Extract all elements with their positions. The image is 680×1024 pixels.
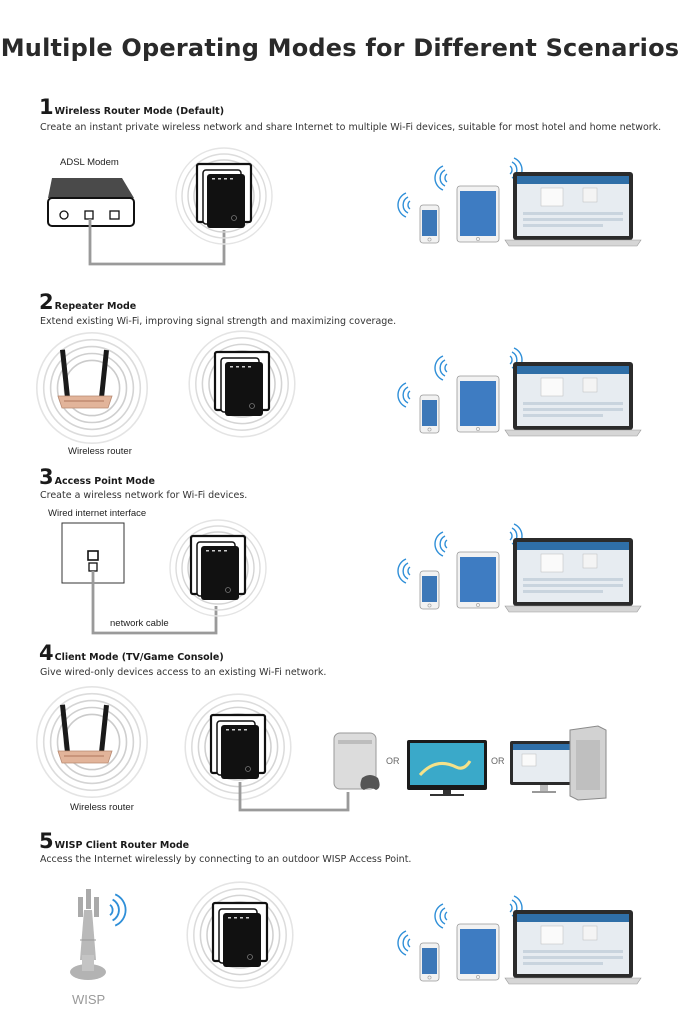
wifi-waves-icon [110, 894, 126, 925]
wireless-router-signal [37, 687, 147, 797]
mode-5-number: 5 [39, 829, 54, 853]
wireless-router-signal [37, 333, 147, 443]
tv-icon [407, 740, 487, 796]
wired-internet-label: Wired internet interface [48, 508, 147, 519]
mode-3-name: Access Point Mode [54, 476, 155, 487]
or-label-2: OR [491, 756, 505, 766]
mode-1-name: Wireless Router Mode (Default) [54, 106, 225, 117]
adsl-modem-icon [48, 178, 134, 226]
mode-4-description: Give wired-only devices access to an existing Wi-Fi network. [40, 667, 327, 678]
wireless-router-icon [58, 704, 112, 763]
repeater-icon [187, 882, 293, 988]
mode-3-client-devices [398, 524, 641, 612]
mode-4-name: Client Mode (TV/Game Console) [54, 652, 224, 663]
repeater-icon [185, 694, 291, 800]
wireless-router-label: Wireless router [68, 446, 132, 457]
repeater-icon [176, 148, 272, 244]
wireless-router-icon [58, 349, 112, 408]
mode-2-client-devices [398, 348, 641, 436]
page-title: Multiple Operating Modes for Different Scenarios [0, 34, 680, 62]
mode-1-client-devices [398, 158, 641, 246]
wisp-tower-icon [70, 889, 106, 980]
desktop-pc-icon [510, 726, 606, 800]
mode-4-number: 4 [39, 641, 54, 665]
console-icon [334, 733, 380, 790]
mode-2-number: 2 [39, 290, 54, 314]
mode-2-description: Extend existing Wi-Fi, improving signal strength and maximizing coverage. [40, 316, 397, 327]
mode-3-description: Create a wireless network for Wi-Fi devices. [40, 490, 248, 501]
network-cable-label: network cable [110, 618, 169, 629]
repeater-icon [189, 331, 295, 437]
wisp-label: WISP [72, 992, 106, 1007]
adsl-modem-label: ADSL Modem [60, 157, 119, 168]
mode-3-number: 3 [39, 465, 54, 489]
mode-5-client-devices [398, 896, 641, 984]
repeater-icon [170, 520, 266, 616]
mode-1-description: Create an instant private wireless network and share Internet to multiple Wi-Fi devices, suitable for most hotel and home network. [40, 122, 662, 133]
wireless-router-label: Wireless router [70, 802, 134, 813]
mode-2-name: Repeater Mode [54, 301, 137, 312]
or-label-1: OR [386, 756, 400, 766]
mode-1-number: 1 [39, 95, 54, 119]
mode-5-description: Access the Internet wirelessly by connecting to an outdoor WISP Access Point. [40, 854, 412, 865]
mode-5-name: WISP Client Router Mode [54, 840, 190, 851]
